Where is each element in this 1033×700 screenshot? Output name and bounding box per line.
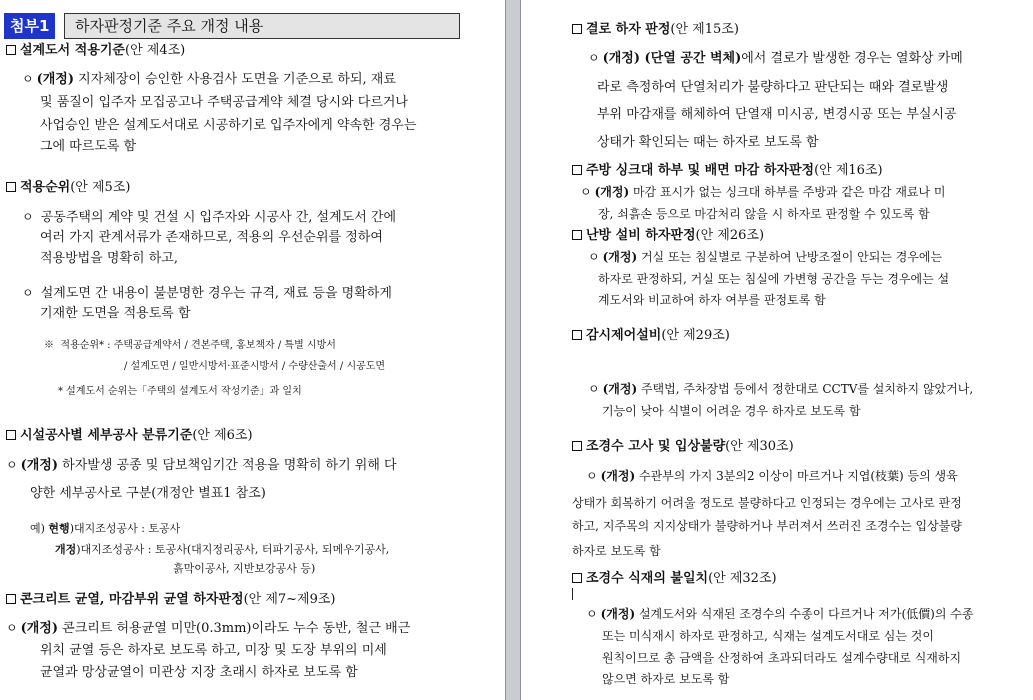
bullet-icon: ㅇ — [586, 607, 598, 621]
body-line: 양한 세부공사로 구분(개정안 별표1 참조) — [30, 486, 266, 501]
checkbox-icon — [6, 430, 16, 440]
page-gutter — [505, 0, 521, 700]
checkbox-icon — [572, 573, 582, 583]
body-line: 적용방법을 명확히 하고, — [40, 251, 178, 266]
bullet-icon: ㅇ — [586, 469, 598, 483]
section-heading: 조경수 식재의 불일치(안 제32조) — [572, 571, 777, 587]
text-cursor — [572, 588, 573, 600]
body-line: ㅇ (개정) 콘크리트 허용균열 미만(0.3mm)이라도 누수 동반, 철근 배근 — [6, 621, 411, 636]
body-line: 기재한 도면을 적용토록 함 — [40, 306, 191, 321]
bullet-icon: ㅇ — [580, 185, 592, 199]
body-line: 하고, 지주목의 지지상태가 불량하거나 부러져서 쓰러진 조경수는 입상불량 — [572, 519, 962, 533]
document-title: 하자판정기준 주요 개정 내용 — [64, 13, 460, 39]
body-line: 원칙이므로 총 금액을 산정하여 초과되더라도 설계수량대로 식재하지 — [602, 651, 962, 665]
checkbox-icon — [572, 230, 582, 240]
body-line: ㅇ 설계도면 간 내용이 불분명한 경우는 규격, 재료 등을 명확하게 — [22, 286, 392, 301]
example-line: 흙막이공사, 지반보강공사 등) — [173, 562, 316, 575]
body-line: 위치 균열 등은 하자로 보도록 하고, 미장 및 도장 부위의 미세 — [40, 643, 387, 658]
section-heading: 주방 싱크대 하부 및 배면 마감 하자판정(안 제16조) — [572, 163, 883, 179]
section-heading: 시설공사별 세부공사 분류기준(안 제6조) — [6, 428, 253, 444]
section-heading: 난방 설비 하자판정(안 제26조) — [572, 228, 764, 244]
checkbox-icon — [6, 594, 16, 604]
right-page — [521, 0, 1033, 700]
body-line: 여러 가지 관계서류가 존재하므로, 적용의 우선순위를 정하여 — [40, 230, 383, 245]
checkbox-icon — [6, 182, 16, 192]
bullet-icon: ㅇ — [22, 210, 34, 224]
body-line: ㅇ (개정) 거실 또는 침실별로 구분하여 난방조절이 안되는 경우에는 — [588, 250, 943, 264]
section-heading: 설계도서 적용기준(안 제4조) — [6, 43, 185, 59]
checkbox-icon — [572, 330, 582, 340]
bullet-icon: ㅇ — [588, 382, 600, 396]
left-page — [0, 0, 505, 700]
body-line: 상태가 확인되는 때는 하자로 보도록 함 — [597, 135, 819, 150]
bullet-icon: ㅇ — [588, 51, 600, 65]
body-line: ㅇ (개정) 주택법, 주차장법 등에서 정한대로 CCTV를 설치하지 않았거나, — [588, 382, 974, 396]
bullet-icon: ㅇ — [588, 250, 600, 264]
body-line: 또는 미식재시 하자로 판정하고, 식재는 설계도서대로 심는 것이 — [602, 629, 934, 643]
body-line: 부위 마감재를 해체하여 단열재 미시공, 변경시공 또는 부실시공 — [597, 107, 957, 122]
body-line: 하자로 판정하되, 거실 또는 침실에 가변형 공간을 두는 경우에는 설 — [598, 272, 950, 286]
body-line: ㅇ (개정) 하자발생 공종 및 담보책임기간 적용을 명확히 하기 위해 다 — [6, 458, 397, 473]
attachment-tag: 첨부1 — [4, 13, 55, 39]
body-line: 균열과 망상균열이 미관상 지장 초래시 하자로 보도록 함 — [40, 665, 358, 680]
note-line: / 설계도면 / 일반시방서·표준시방서 / 수량산출서 / 시공도면 — [124, 361, 386, 372]
checkbox-icon — [572, 24, 582, 34]
bullet-icon: ㅇ — [22, 286, 34, 300]
body-line: ㅇ (개정) 지자체장이 승인한 사용검사 도면을 기준으로 하되, 재료 — [22, 72, 396, 87]
body-line: 하자로 보도록 함 — [572, 544, 661, 558]
section-heading: 적용순위(안 제5조) — [6, 180, 130, 196]
section-heading: 조경수 고사 및 입상불량(안 제30조) — [572, 439, 794, 455]
section-heading: 콘크리트 균열, 마감부위 균열 하자판정(안 제7~제9조) — [6, 592, 336, 608]
section-heading: 감시제어설비(안 제29조) — [572, 328, 730, 344]
body-line: ㅇ (개정) (단열 공간 벽체)에서 결로가 발생한 경우는 열화상 카메 — [588, 51, 963, 66]
body-line: 상태가 회복하기 어려울 정도로 불량하다고 인정되는 경우에는 고사로 판정 — [572, 496, 962, 510]
example-line: 예) 현행)대지조성공사 : 토공사 — [30, 522, 181, 535]
example-line: 개정)대지조성공사 : 토공사(대지정리공사, 터파기공사, 되메우기공사, — [55, 543, 390, 556]
bullet-icon: ㅇ — [22, 72, 34, 86]
body-line: 않으면 하자로 보도록 함 — [602, 672, 730, 686]
bullet-icon: ㅇ — [6, 621, 18, 635]
note-line: ※ 적용순위* : 주택공급계약서 / 견본주택, 홍보책자 / 특별 시방서 — [44, 340, 336, 351]
body-line: 사업승인 받은 설계도서대로 시공하기로 입주자에게 약속한 경우는 — [40, 118, 417, 133]
checkbox-icon — [6, 45, 16, 55]
body-line: ㅇ (개정) 설계도서와 식재된 조경수의 수종이 다르거나 저가(低價)의 수종 — [586, 607, 974, 621]
body-line: 계도서와 비교하여 하자 여부를 판정토록 함 — [598, 293, 826, 307]
bullet-icon: ㅇ — [6, 458, 18, 472]
body-line: 및 품질이 입주자 모집공고나 주택공급계약 체결 당시와 다르거나 — [40, 95, 408, 110]
section-heading: 결로 하자 판정(안 제15조) — [572, 22, 739, 38]
checkbox-icon — [572, 165, 582, 175]
body-line: 라로 측정하여 단열처리가 불량하다고 판단되는 때와 결로발생 — [597, 80, 949, 95]
body-line: 기능이 낮아 식별이 어려운 경우 하자로 보도록 함 — [602, 404, 861, 418]
body-line: ㅇ (개정) 수관부의 가지 3분의2 이상이 마르거나 지엽(枝葉) 등의 생육 — [586, 469, 958, 483]
checkbox-icon — [572, 441, 582, 451]
body-line: 그에 따르도록 함 — [40, 139, 137, 154]
footnote: * 설계도서 순위는「주택의 설계도서 작성기준」과 일치 — [58, 386, 302, 397]
body-line: ㅇ (개정) 마감 표시가 없는 싱크대 하부를 주방과 같은 마감 재료나 미 — [580, 185, 946, 199]
body-line: 장, 쇠흙손 등으로 마감처리 않을 시 하자로 판정할 수 있도록 함 — [598, 207, 930, 221]
body-line: ㅇ 공동주택의 계약 및 건설 시 입주자와 시공사 간, 설계도서 간에 — [22, 210, 397, 225]
